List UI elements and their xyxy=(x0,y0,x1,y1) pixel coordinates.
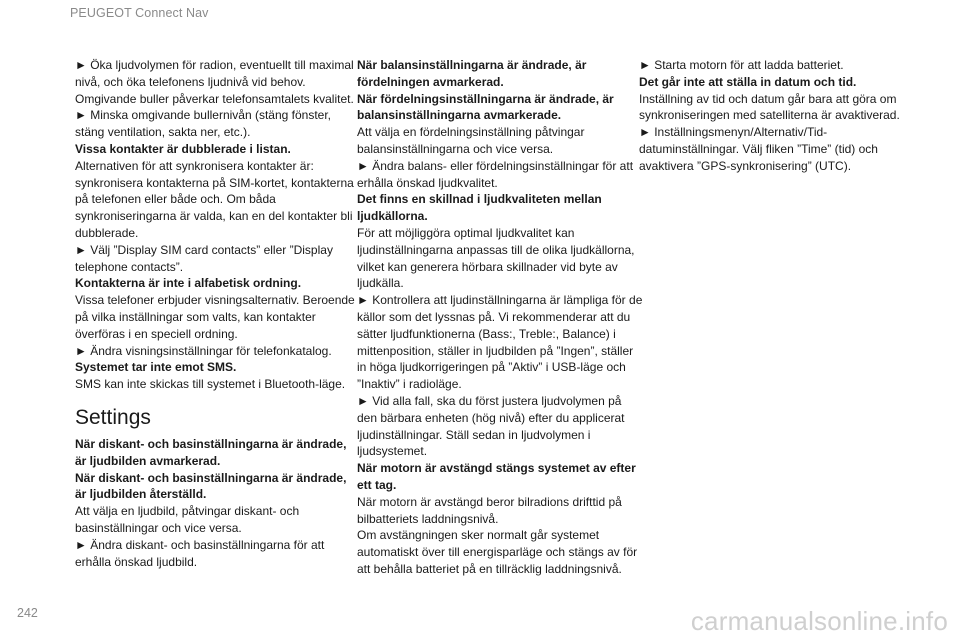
bold-question: Kontakterna är inte i alfabetisk ordning. xyxy=(75,276,302,291)
bold-question: När diskant- och basinställningarna är ändrade, är ljudbilden återställd. xyxy=(75,470,347,502)
paragraph: Omgivande buller påverkar telefonsamtalets kvalitet. xyxy=(75,91,354,106)
paragraph: ► Starta motorn för att ladda batteriet. xyxy=(639,58,844,72)
bold-question: När diskant- och basinställningarna är ändrade, är ljudbilden avmarkerad. xyxy=(75,436,347,468)
text-column-1 xyxy=(75,57,360,570)
paragraph: ► Vid alla fall, ska du först justera ljudvolymen på den bärbara enheten (hög nivå) efter du applicerat ljudinställningar. Ställ sedan in ljudvolymen i ljudsystemet. xyxy=(357,393,625,459)
paragraph: För att möjliggöra optimal ljudkvalitet kan ljudinställningarna anpassas till de olika ljudkällorna, vilket kan generera hörbara skillnader vid byte av ljudkälla. xyxy=(357,225,635,291)
paragraph: ► Ändra visningsinställningar för telefonkatalog. xyxy=(75,343,332,358)
paragraph: ► Minska omgivande bullernivån (stäng fönster, stäng ventilation, sakta ner, etc.). xyxy=(75,108,332,140)
paragraph: Att välja en fördelningsinställning påtvingar balansinställningarna och vice versa. xyxy=(357,125,585,156)
watermark-text: carmanualsonline.info xyxy=(690,606,948,636)
paragraph: Alternativen för att synkronisera kontakter är: synkronisera kontakterna på SIM-kortet, kontakterna på telefonen eller både och. Om båda synkroniseringarna är valda, kan en del kontakter bli dubblerade. xyxy=(75,158,354,240)
paragraph: Vissa telefoner erbjuder visningsalternativ. Beroende på vilka inställningar som valts, kan kontakter överföras i en speciell ordning. xyxy=(75,293,355,341)
paragraph: Inställning av tid och datum går bara att göra om synkroniseringen med satelliterna är avaktiverad. xyxy=(639,91,900,123)
text-column-3 xyxy=(639,57,919,175)
paragraph: ► Ändra balans- eller fördelningsinställningar för att erhålla önskad ljudkvalitet. xyxy=(357,158,634,190)
paragraph: ► Kontrollera att ljudinställningarna är lämpliga för de källor som det lyssnas på. Vi rekommenderar att du sätter ljudfunktionerna (Bass:, Treble:, Balance) i mittenposition, ställer in ljudbilden på ”Ingen”, ställer in höga ljudkorrigeringen på ”Aktiv” i USB-läge och ”Inaktiv” i radioläge. xyxy=(357,293,643,392)
running-header: PEUGEOT Connect Nav xyxy=(70,6,209,20)
bold-question: Vissa kontakter är dubblerade i listan. xyxy=(75,141,291,156)
bold-question: Systemet tar inte emot SMS. xyxy=(75,360,237,375)
bold-question: När motorn är avstängd stängs systemet av efter ett tag. xyxy=(357,461,636,492)
section-heading: Settings xyxy=(75,405,151,429)
paragraph: När motorn är avstängd beror bilradions drifttid på bilbatteriets laddningsnivå. xyxy=(357,494,622,526)
paragraph: Att välja en ljudbild, påtvingar diskant- och basinställningar och vice versa. xyxy=(75,504,300,535)
paragraph: ► Välj ”Display SIM card contacts” eller ”Display telephone contacts”. xyxy=(75,242,333,274)
bold-question: Det finns en skillnad i ljudkvaliteten mellan ljudkällorna. xyxy=(357,192,602,224)
paragraph: ► Öka ljudvolymen för radion, eventuellt till maximal nivå, och öka telefonens ljudnivå vid behov. xyxy=(75,58,354,89)
paragraph: Om avstängningen sker normalt går systemet automatiskt över till energisparläge och stängs av för att behålla batteriet på en tillräcklig laddningsnivå. xyxy=(357,528,638,576)
page-number: 242 xyxy=(17,606,38,620)
bold-question: Det går inte att ställa in datum och tid. xyxy=(639,74,857,89)
text-column-2 xyxy=(357,57,643,578)
bold-question: När fördelningsinställningarna är ändrade, är balansinställningarna avmarkerade. xyxy=(357,91,614,123)
bold-question: När balansinställningarna är ändrade, är fördelningen avmarkerad. xyxy=(357,58,587,89)
paragraph: ► Ändra diskant- och basinställningarna för att erhålla önskad ljudbild. xyxy=(75,537,325,569)
paragraph: ► Inställningsmenyn/Alternativ/Tid-datuminställningar. Välj fliken ”Time” (tid) och avaktivera ”GPS-synkronisering” (UTC). xyxy=(639,125,878,173)
paragraph: SMS kan inte skickas till systemet i Bluetooth-läge. xyxy=(75,377,346,392)
